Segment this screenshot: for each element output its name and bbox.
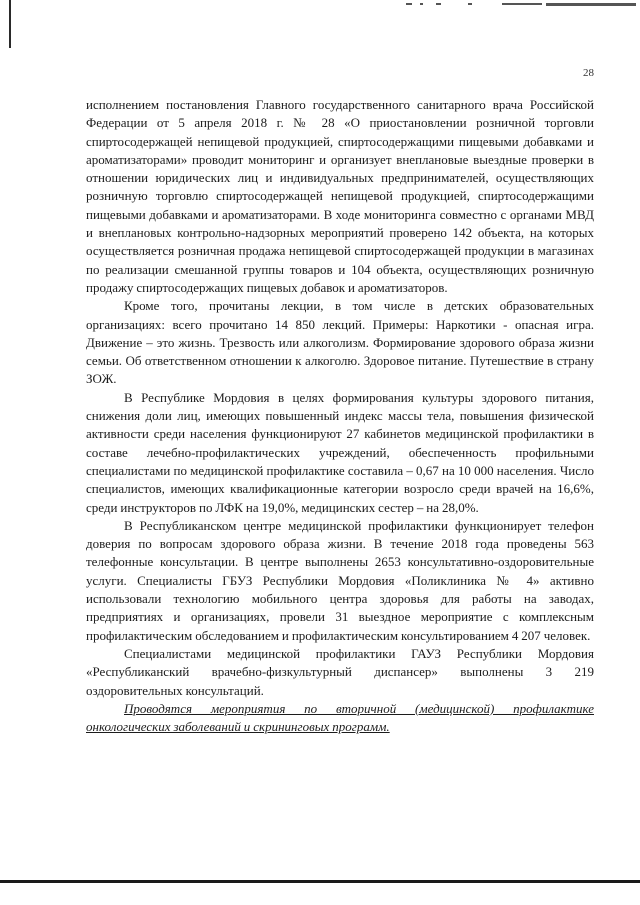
- paragraph-dispensary-consultations: Специалистами медицинской профилактики ГАУЗ Республики Мордовия «Республиканский врачебно-физкультурный диспансер» выполнены 3 219 оздоровительных консультаций.: [86, 645, 594, 698]
- scan-top-noise: [406, 3, 636, 7]
- page-number: 28: [583, 67, 594, 79]
- paragraph-alcohol-monitoring: исполнением постановления Главного государственного санитарного врача Российской Федерации от 5 апреля 2018 г. № 28 «О приостановлении розничной торговли спиртосодержащей непищевой продукцией, спиртосодержащими пищевыми добавками и ароматизаторами» проводит мониторинг и организует внеплановые выездные проверки в отношении юридических лиц и индивидуальных предпринимателей, осуществляющих розничную торговлю спиртосодержащей непищевой продукцией, спиртосодержащими пищевыми добавками и ароматизаторами. В ходе мониторинга совместно с органами МВД и внеплановых контрольно-надзорных мероприятий проверено 142 объекта, на которых осуществляется розничная продажа непищевой спиртосодержащей продукции в магазинах по реализации смешанной группы товаров и 104 объекта, осуществляющих розничную продажу спиртосодержащих пищевых добавок и ароматизаторов.: [86, 97, 594, 295]
- scan-bottom-edge: [0, 880, 640, 883]
- paragraph-mordovia-prevention-offices: В Республике Мордовия в целях формирования культуры здорового питания, снижения доли лиц, имеющих повышенный индекс массы тела, повышения физической активности среди населения функционируют 27 кабинетов медицинской профилактики в составе лечебно-профилактических учреждений, обеспеченность профильными специалистами по медицинской профилактике составила – 0,67 на 10 000 населения. Число специалистов, имеющих квалификационные категории возросло среди врачей на 16,6%, среди инструкторов по ЛФК на 19,0%, медицинских сестер – на 28,0%.: [86, 389, 594, 515]
- scan-left-edge: [9, 0, 11, 48]
- section-heading-oncology: Проводятся мероприятия по вторичной (медицинской) профилактике онкологических заболеваний и скрининговых программ.: [86, 700, 594, 735]
- paragraph-republican-center: В Республиканском центре медицинской профилактики функционирует телефон доверия по вопросам здорового образа жизни. В течение 2018 года проведены 563 телефонные консультации. В центре выполнены 2653 консультативно-оздоровительные услуги. Специалисты ГБУЗ Республики Мордовия «Поликлиника № 4» активно использовали технологию мобильного центра здоровья для работы на заводах, предприятиях и организациях, провели 31 выездное мероприятие с комплексным профилактическим обследованием и профилактическим консультированием 4 207 человек.: [86, 517, 594, 643]
- paragraph-lectures: Кроме того, прочитаны лекции, в том числе в детских образовательных организациях: всего прочитано 14 850 лекций. Примеры: Наркотики - опасная игра. Движение – это жизнь. Трезвость или алкоголизм. Формирование здорового образа жизни семьи. Об ответственном отношении к алкоголю. Здоровое питание. Путешествие в страну ЗОЖ.: [86, 298, 594, 387]
- document-body: [86, 96, 594, 736]
